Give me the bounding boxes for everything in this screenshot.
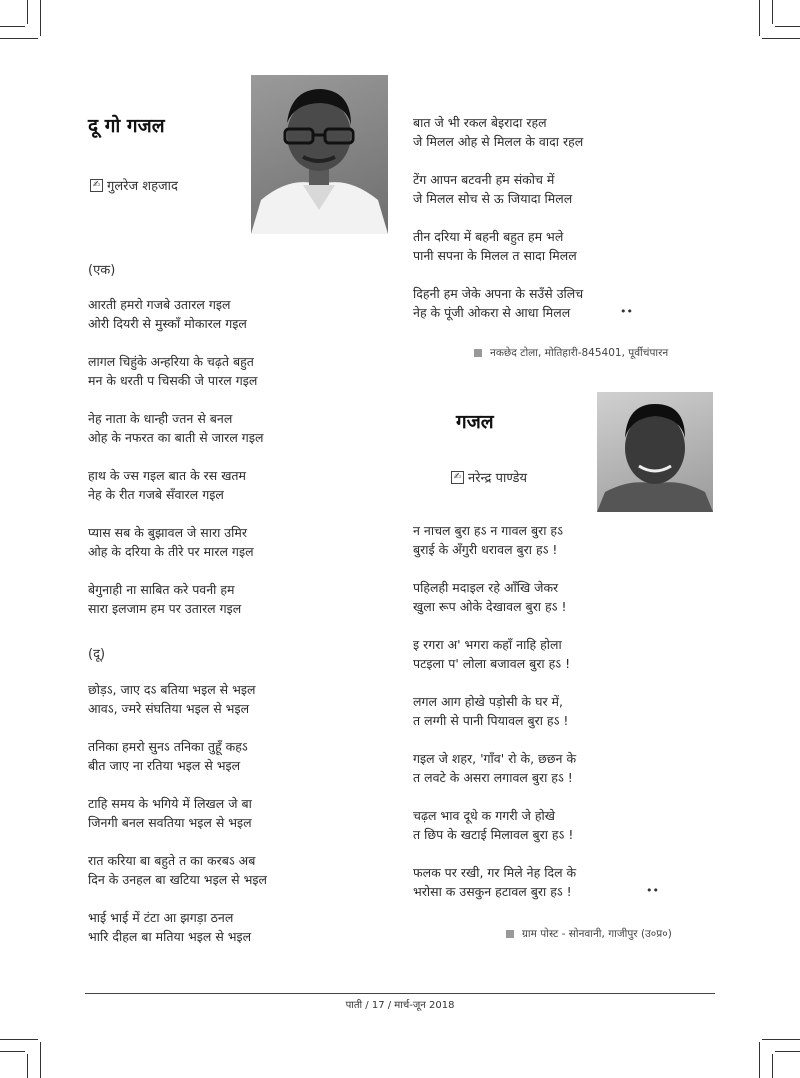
verse-line: त लग्गी से पानी पियावल बुरा हऽ ! (413, 713, 569, 728)
crop-mark (27, 0, 28, 24)
stanza (413, 170, 572, 208)
verse-line: इ रगरा अ' भगरा कहाँ नाहि होला (413, 637, 562, 652)
poem2-title: गजल (456, 411, 494, 433)
crop-mark (772, 0, 773, 24)
author-photo-narendra (597, 392, 713, 512)
stanza (88, 794, 252, 832)
portrait-illustration (597, 392, 713, 512)
verse-line: भरोसा क उसकुन हटावल बुरा हऽ ! (413, 884, 572, 899)
crop-mark (762, 38, 800, 39)
crop-mark (27, 1054, 28, 1078)
poem2-author-name: नरेन्द्र पाण्डेय (468, 471, 528, 486)
stanza (413, 635, 570, 673)
crop-mark (759, 1042, 760, 1078)
verse-line: तीन दरिया में बहनी बहुत हम भले (413, 229, 564, 244)
verse-line: टेंग आपन बटवनी हम संकोच में (413, 172, 555, 187)
verse-line: रात करिया बा बहुते त का करबऽ अब (88, 853, 256, 868)
verse-line: भाई भाई में टंटा आ झगड़ा ठनल (88, 910, 234, 925)
stanza (413, 749, 576, 787)
crop-mark (759, 0, 760, 36)
poem1-author-name: गुलरेज शहजाद (107, 179, 178, 194)
portrait-illustration (251, 75, 388, 234)
verse-line: गइल जे शहर, 'गाँव' रो के, छछन के (413, 751, 577, 766)
crop-mark (0, 38, 38, 39)
crop-mark (0, 26, 25, 27)
verse-line: ओरी दियरी से मुस्कॉं मोकारल गइल (88, 316, 247, 331)
verse-line: ओह के दरिया के तीरे पर मारल गइल (88, 544, 254, 559)
stanza (413, 806, 573, 844)
stanza (413, 284, 583, 322)
footer-rule (85, 993, 715, 994)
poem2-address (506, 927, 672, 941)
verse-line: हाथ के ज्स गइल बात के रस खतम (88, 468, 247, 483)
verse-line: पहिलही मदाइल रहे आँखि जेकर (413, 580, 559, 595)
verse-line: त छिप के खटाई मिलावल बुरा हऽ ! (413, 827, 574, 842)
verse-line: बीत जाए ना रतिया भइल से भइल (88, 758, 241, 773)
crop-mark (775, 26, 800, 27)
stanza (88, 295, 247, 333)
stanza (413, 113, 583, 151)
verse-line: बात जे भी रकल बेइरादा रहल (413, 115, 547, 130)
verse-line: तनिका हमरो सुनऽ तनिका तुहूँ कहऽ (88, 739, 248, 754)
verse-line: नेह के रीत गजबे सँवारल गइल (88, 487, 224, 502)
bullet-square-icon (474, 349, 482, 357)
stanza (88, 523, 254, 561)
verse-line: नेह नाता के धान्ही ज्तन से बनल (88, 411, 233, 426)
verse-line: पटइला प' लोला बजावल बुरा हऽ ! (413, 656, 571, 671)
stanza (88, 680, 255, 718)
crop-mark (40, 1042, 41, 1078)
crop-mark (772, 1054, 773, 1078)
page-footer: पाती / 17 / मार्च-जून 2018 (345, 1000, 455, 1011)
stanza (88, 908, 251, 946)
verse-line: लगल आग होखे पड़ोसी के घर में, (413, 694, 564, 709)
verse-line: दिहनी हम जेके अपना के सउँसे उलिच (413, 286, 584, 301)
bullet-square-icon (506, 930, 514, 938)
verse-line: छोड़ऽ, जाए दऽ बतिया भइल से भइल (88, 682, 256, 697)
stanza (413, 863, 576, 901)
verse-line: भारि दीहल बा मतिया भइल से भइल (88, 929, 252, 944)
pen-icon: ✍ (90, 179, 103, 192)
section-label-one: (एक) (88, 263, 116, 278)
poem1-address-text: नकछेद टोला, मोतिहारी-845401, पूर्वीचंपारन (490, 347, 669, 359)
verse-line: लागल चिहुंके अन्हरिया के चढ़ते बहुत (88, 354, 254, 369)
crop-mark (40, 0, 41, 36)
section-label-two: (दू) (88, 647, 106, 662)
poem1-address (474, 346, 668, 360)
stanza (88, 466, 246, 504)
poem2-address-text: ग्राम पोस्ट - सोनवानी, गाजीपुर (उ०प्र०) (522, 928, 672, 940)
verse-line: टाहि समय के भगिये में लिखल जे बा (88, 796, 252, 811)
verse-line: जे मिलल सोच से ऊ जियादा मिलल (413, 191, 573, 206)
stanza (88, 352, 257, 390)
verse-line: बुराई के अँगुरी धरावल बुरा हऽ ! (413, 542, 558, 557)
verse-line: पानी सपना के मिलल त सादा मिलल (413, 248, 577, 263)
stanza (88, 737, 248, 775)
stanza (88, 409, 263, 447)
stanza (88, 851, 267, 889)
verse-line: नेह के पूंजी ओकरा से आधा मिलल (413, 305, 571, 320)
verse-line: खुला रूप ओके देखावल बुरा हऽ ! (413, 599, 567, 614)
verse-line: फलक पर रखी, गर मिले नेह दिल के (413, 865, 577, 880)
poem1-title: दू गो गजल (88, 115, 165, 137)
verse-line: जिनगी बनल सवतिया भइल से भइल (88, 815, 252, 830)
verse-line: चढ़ल भाव दूधे क गगरी जे होखे (413, 808, 555, 823)
verse-line: बेगुनाही ना साबित करे पवनी हम (88, 582, 235, 597)
verse-line: त लवटे के असरा लगावल बुरा हऽ ! (413, 770, 573, 785)
stanza (88, 580, 241, 618)
poem1-end-marker: •• (620, 305, 633, 318)
verse-line: ओह के नफरत का बाती से जारल गइल (88, 430, 264, 445)
stanza (413, 578, 566, 616)
stanza (413, 227, 577, 265)
stanza (413, 692, 568, 730)
stanza (413, 521, 563, 559)
crop-mark (0, 1051, 25, 1052)
verse-line: दिन के उनहल बा खटिया भइल से भइल (88, 872, 268, 887)
verse-line: सारा इलजाम हम पर उतारल गइल (88, 601, 242, 616)
author-photo-gulrez (251, 75, 388, 234)
verse-line: आरती हमरो गजबे उतारल गइल (88, 297, 231, 312)
crop-mark (0, 1039, 38, 1040)
verse-line: मन के धरती प चिसकी जे पारल गइल (88, 373, 258, 388)
poem2-end-marker: •• (646, 884, 659, 897)
poem2-author (451, 468, 527, 486)
verse-line: प्यास सब के बुझावल जे सारा उमिर (88, 525, 247, 540)
crop-mark (762, 1039, 800, 1040)
crop-mark (775, 1051, 800, 1052)
verse-line: आवऽ, ज्मरे संघतिया भइल से भइल (88, 701, 250, 716)
verse-line: न नाचल बुरा हऽ न गावल बुरा हऽ (413, 523, 563, 538)
verse-line: जे मिलल ओह से मिलल के वादा रहल (413, 134, 584, 149)
pen-icon: ✍ (451, 471, 464, 484)
poem1-author (90, 176, 178, 194)
